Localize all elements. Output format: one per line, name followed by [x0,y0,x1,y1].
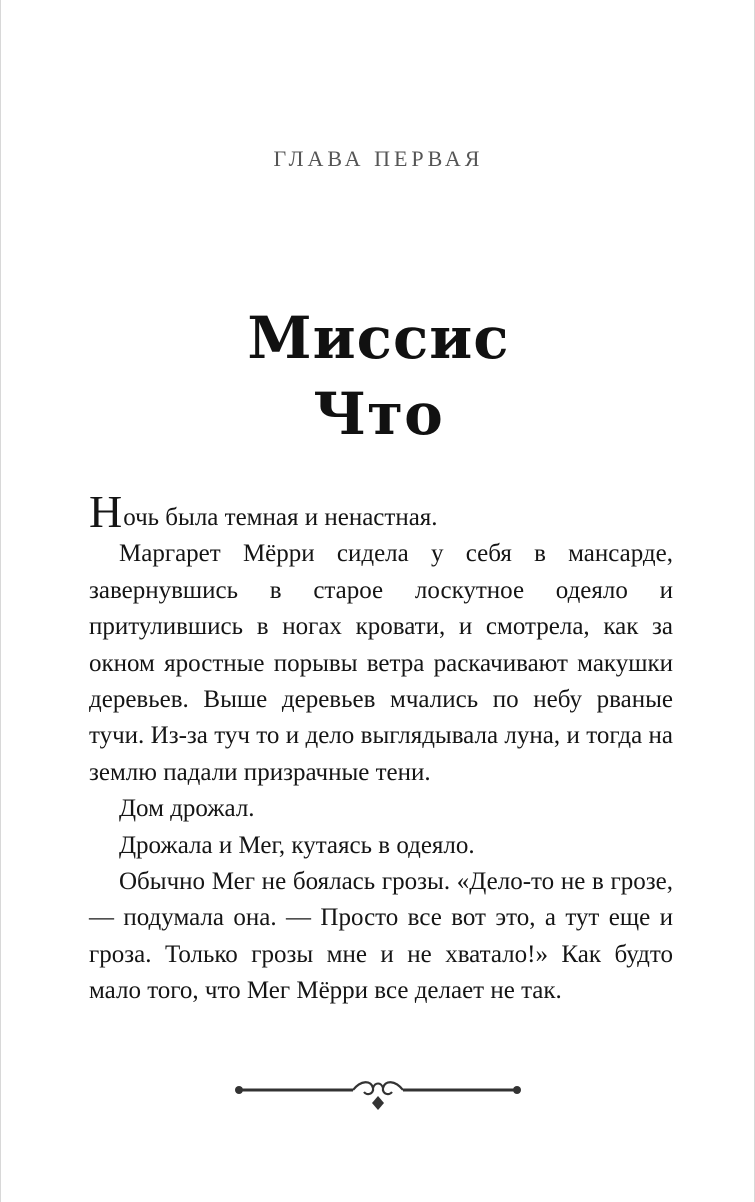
chapter-title [1,300,755,452]
paragraph-1 [89,486,673,537]
paragraph-2: Маргарет Мёрри сидела у себя в мансарде, завернувшись в старое лоскутное одеяло и притулившись в ногах кровати, и смотрела, как за окном яростные порывы ветра раскачивают макушки деревьев. Выше деревьев мчались по небу рваные тучи. Из-за туч то и дело выглядывала луна, и тогда на землю падали призрачные тени. [89,540,673,786]
chapter-label: ГЛАВА ПЕРВАЯ [273,146,484,171]
flourish-divider-icon [233,1076,523,1116]
paragraph-4: Дрожала и Мег, кутаясь в одеяло. [119,831,475,859]
chapter-title-line-1: Миссис [247,304,510,372]
paragraph-1-text: очь была темная и ненастная. [123,504,438,531]
chapter-title-line-2: Что [313,380,444,448]
drop-cap: Н [89,486,123,537]
chapter-body [89,486,673,1010]
paragraph-5: Обычно Мег не боялась грозы. «Дело-то не в грозе, — подумала она. — Просто все вот это, а тут еще и гроза. Только грозы мне и не хватало!» Как будто мало того, что Мег Мёрри все делает не так. [89,868,673,1005]
paragraph-3: Дом дрожал. [119,795,255,823]
